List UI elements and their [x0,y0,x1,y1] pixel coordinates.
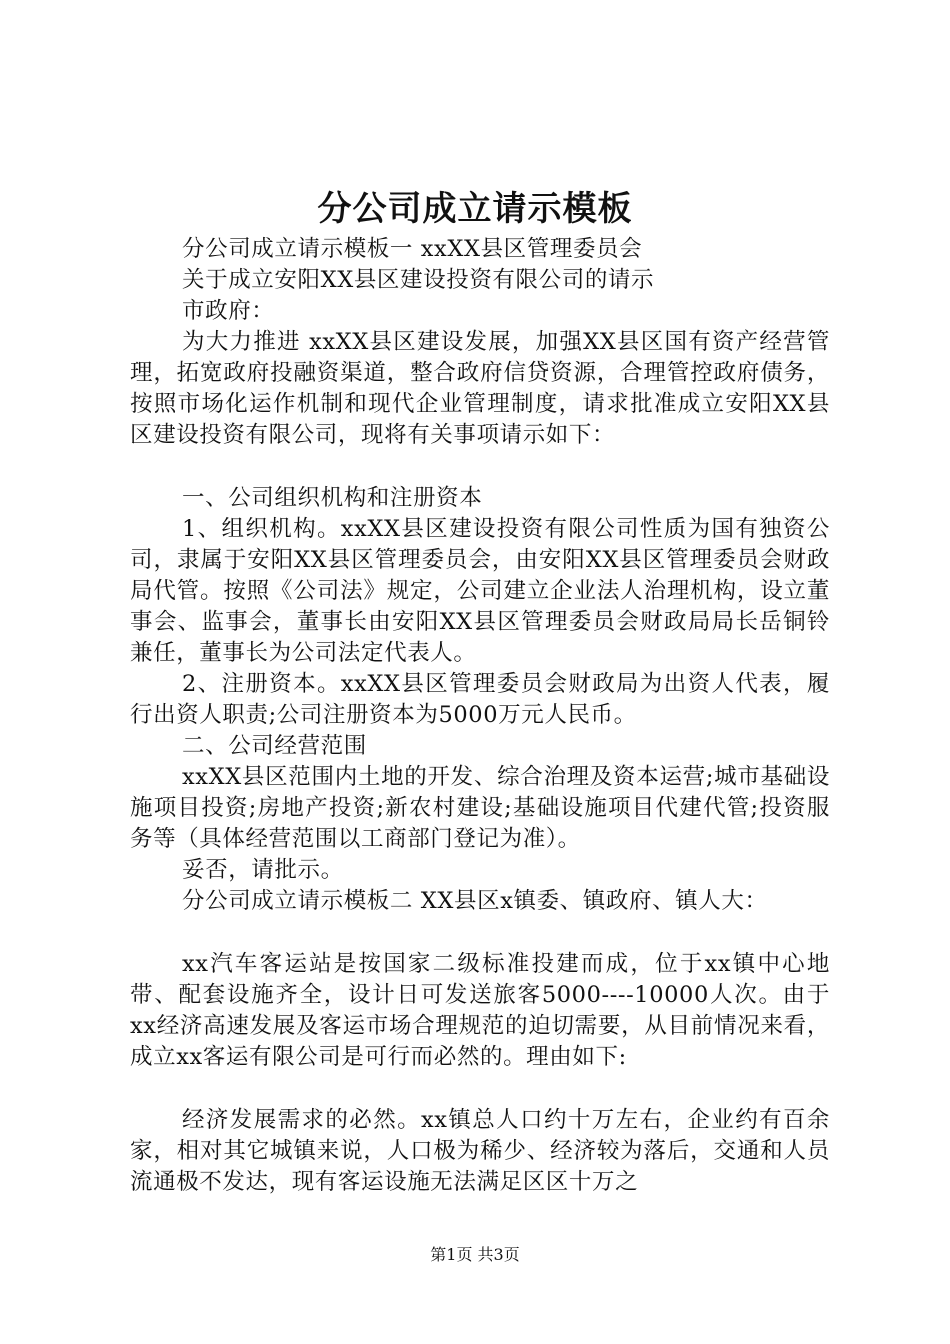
section-two-heading: 二、公司经营范围 [182,733,367,759]
station-paragraph: xx汽车客运站是按国家二级标准投建而成，位于xx镇中心地带、配套设施齐全，设计日可发送旅客5000----10000人次。由于xx经济高速发展及客运市场合理规范的迫切需要，从目前情况来看，成立xx客运有限公司是可行而必然的。理由如下: [130,951,830,1070]
section-one-heading: 一、公司组织机构和注册资本 [182,485,483,511]
reason-paragraph: 经济发展需求的必然。xx镇总人口约十万左右，企业约有百余家，相对其它城镇来说，人口极为稀少、经济较为落后，交通和人员流通极不发达，现有客运设施无法满足区区十万之 [130,1107,830,1195]
document-body [130,234,830,1198]
template-two-heading: 分公司成立请示模板二 XX县区x镇委、镇政府、镇人大： [182,888,768,914]
scope-paragraph: xxXX县区范围内土地的开发、综合治理及资本运营;城市基础设施项目投资;房地产投资;新农村建设;基础设施项目代建代管;投资服务等（具体经营范围以工商部门登记为准）。 [130,764,830,852]
intro-paragraph: 为大力推进 xxXX县区建设发展，加强XX县区国有资产经营管理，拓宽政府投融资渠道，整合政府信贷资源，合理管控政府债务，按照市场化运作机制和现代企业管理制度，请求批准成立安阳XX县区建设投资有限公司，现将有关事项请示如下： [130,329,830,448]
request-subject-line: 关于成立安阳XX县区建设投资有限公司的请示 [182,267,655,293]
capital-paragraph: 2、注册资本。xxXX县区管理委员会财政局为出资人代表，履行出资人职责;公司注册资本为5000万元人民币。 [130,671,830,728]
approval-line: 妥否，请批示。 [182,857,344,883]
organization-paragraph: 1、组织机构。xxXX县区建设投资有限公司性质为国有独资公司，隶属于安阳XX县区管理委员会，由安阳XX县区管理委员会财政局代管。按照《公司法》规定，公司建立企业法人治理机构，设立董事会、监事会，董事长由安阳XX县区管理委员会财政局局长岳铜铃兼任，董事长为公司法定代表人。 [130,516,830,666]
template-one-heading: 分公司成立请示模板一 xxXX县区管理委员会 [182,236,643,262]
recipient-line: 市政府： [182,298,275,324]
page-footer: 第1页 共3页 [430,1245,520,1264]
page-title: 分公司成立请示模板 [317,189,633,229]
